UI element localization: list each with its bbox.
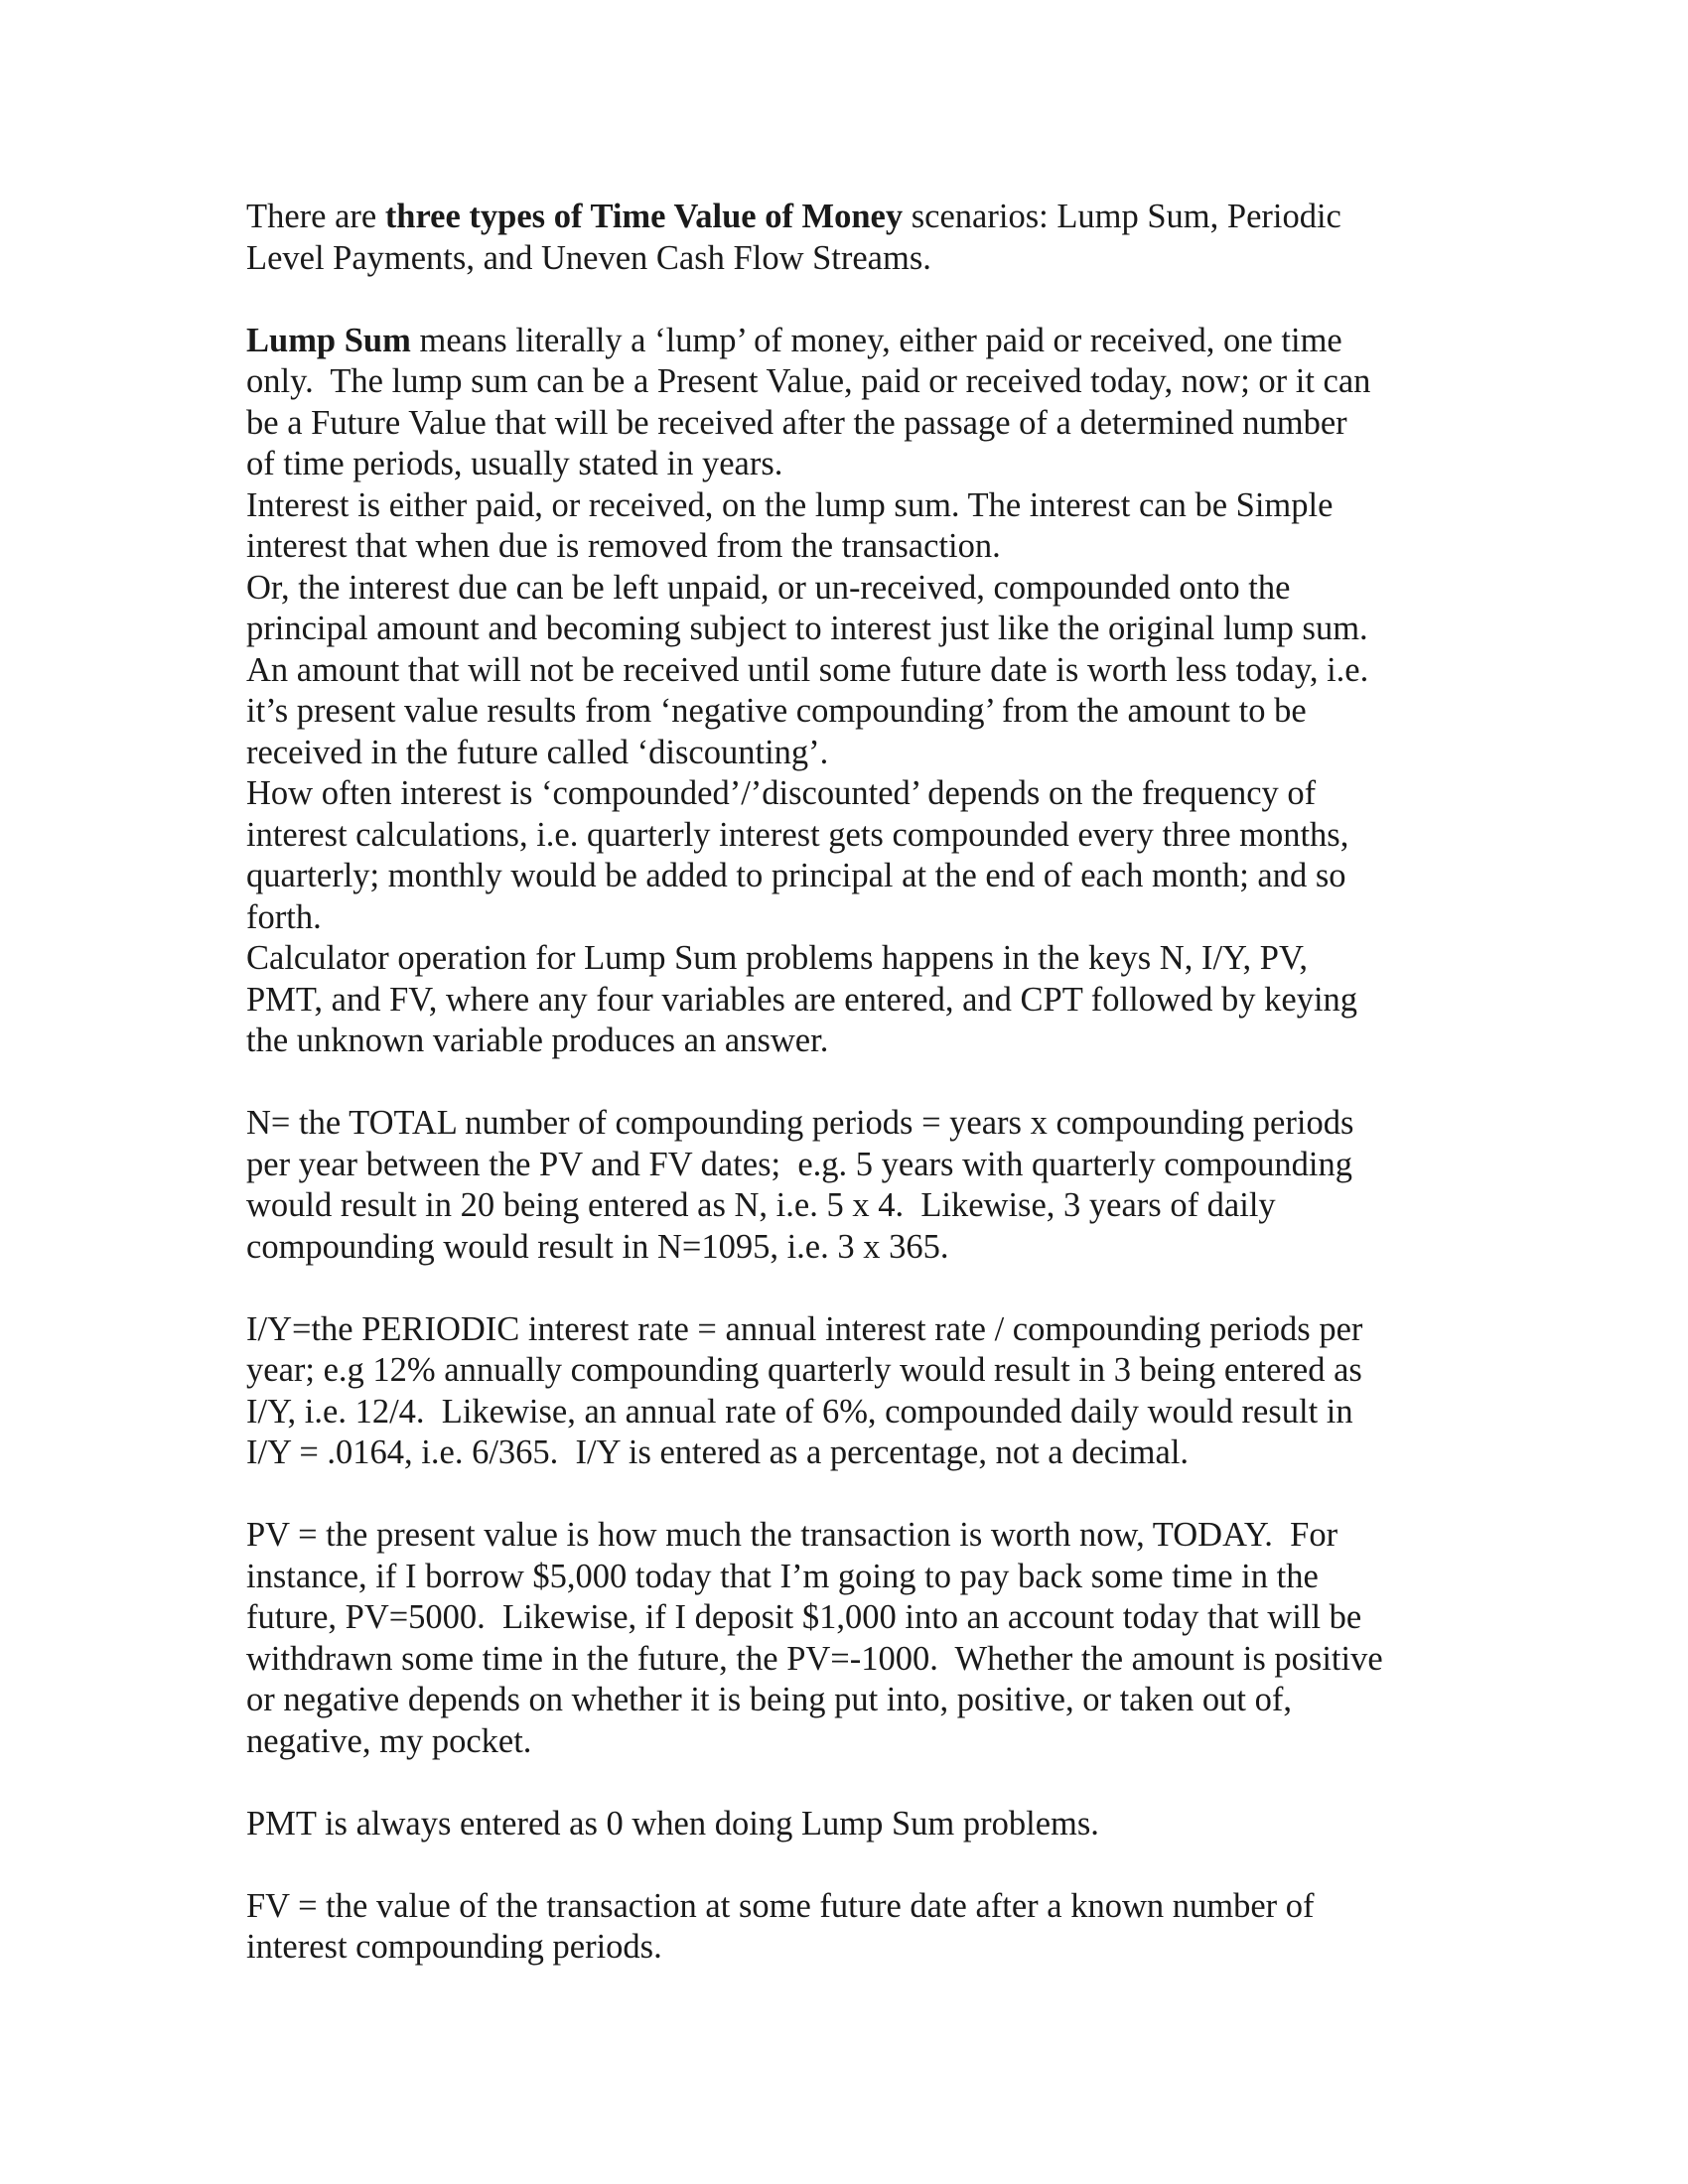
paragraph-gap [246,1268,1458,1309]
iy-definition-line: I/Y = .0164, i.e. 6/365. I/Y is entered as a percentage, not a decimal. [246,1433,1190,1471]
pv-definition-line: or negative depends on whether it is being put into, positive, or taken out of, [246,1681,1292,1718]
lump-sum-line: received in the future called ‘discounting’. [246,733,829,771]
paragraph-gap [246,1474,1458,1516]
lump-sum-paragraph [246,321,1458,1062]
iy-definition-line: I/Y=the PERIODIC interest rate = annual interest rate / compounding periods per [246,1309,1363,1348]
lump-sum-heading: Lump Sum [246,321,411,359]
lump-sum-text: means literally a ‘lump’ of money, either paid or received, one time [410,321,1342,359]
lump-sum-line: Calculator operation for Lump Sum problems happens in the keys N, I/Y, PV, [246,939,1309,977]
lump-sum-line: interest that when due is removed from the transaction. [246,527,1001,565]
fv-definition-paragraph [246,1886,1458,1969]
lump-sum-line: principal amount and becoming subject to interest just like the original lump sum. [246,610,1368,647]
paragraph-gap [246,1844,1458,1886]
intro-text-end: scenarios: Lump Sum, Periodic [903,198,1341,235]
lump-sum-line: How often interest is ‘compounded’/’discounted’ depends on the frequency of [246,774,1317,812]
intro-paragraph [246,197,1458,279]
paragraph-gap [246,1762,1458,1804]
lump-sum-line: only. The lump sum can be a Present Value, paid or received today, now; or it can [246,362,1371,400]
lump-sum-line: it’s present value results from ‘negative compounding’ from the amount to be [246,692,1307,730]
paragraph-gap [246,279,1458,321]
lump-sum-line: An amount that will not be received until some future date is worth less today, i.e. [246,650,1369,689]
n-definition-line: per year between the PV and FV dates; e.g. 5 years with quarterly compounding [246,1145,1352,1183]
lump-sum-line: Interest is either paid, or received, on the lump sum. The interest can be Simple [246,485,1334,524]
lump-sum-line: be a Future Value that will be received after the passage of a determined number [246,403,1347,442]
paragraph-gap [246,1062,1458,1104]
document-page [246,197,1458,1969]
fv-definition-line: interest compounding periods. [246,1928,662,1966]
n-definition-line: would result in 20 being entered as N, i.e. 5 x 4. Likewise, 3 years of daily [246,1186,1276,1224]
pv-definition-line: withdrawn some time in the future, the PV=-1000. Whether the amount is positive [246,1639,1383,1678]
lump-sum-line: Or, the interest due can be left unpaid, or un-received, compounded onto the [246,568,1291,607]
lump-sum-line: the unknown variable produces an answer. [246,1022,829,1059]
intro-line-1 [246,197,1458,238]
n-definition-line: compounding would result in N=1095, i.e. 3 x 365. [246,1227,949,1266]
intro-line-2: Level Payments, and Uneven Cash Flow Streams. [246,238,931,277]
pmt-definition-paragraph [246,1804,1458,1845]
lump-sum-line: interest calculations, i.e. quarterly interest gets compounded every three months, [246,815,1349,854]
pv-definition-line: negative, my pocket. [246,1721,532,1760]
n-definition-paragraph [246,1103,1458,1268]
iy-definition-line: year; e.g 12% annually compounding quarterly would result in 3 being entered as [246,1351,1362,1389]
n-definition-line: N= the TOTAL number of compounding periods = years x compounding periods [246,1104,1354,1142]
pmt-definition-line: PMT is always entered as 0 when doing Lump Sum problems. [246,1804,1099,1843]
iy-definition-line: I/Y, i.e. 12/4. Likewise, an annual rate of 6%, compounded daily would result in [246,1392,1353,1431]
pv-definition-line: instance, if I borrow $5,000 today that I’m going to pay back some time in the [246,1557,1319,1595]
lump-sum-line: forth. [246,897,322,936]
intro-text: There are [246,198,385,235]
lump-sum-line: quarterly; monthly would be added to principal at the end of each month; and so [246,857,1346,894]
iy-definition-paragraph [246,1309,1458,1474]
pv-definition-line: future, PV=5000. Likewise, if I deposit $1,000 into an account today that will be [246,1598,1362,1636]
pv-definition-line: PV = the present value is how much the transaction is worth now, TODAY. For [246,1516,1338,1554]
lump-sum-line: of time periods, usually stated in years. [246,445,783,482]
fv-definition-line: FV = the value of the transaction at some future date after a known number of [246,1886,1315,1925]
pv-definition-paragraph [246,1515,1458,1762]
lump-sum-line: PMT, and FV, where any four variables are entered, and CPT followed by keying [246,980,1358,1019]
intro-bold-term: three types of Time Value of Money [384,198,904,235]
lump-sum-line-1 [246,321,1458,362]
